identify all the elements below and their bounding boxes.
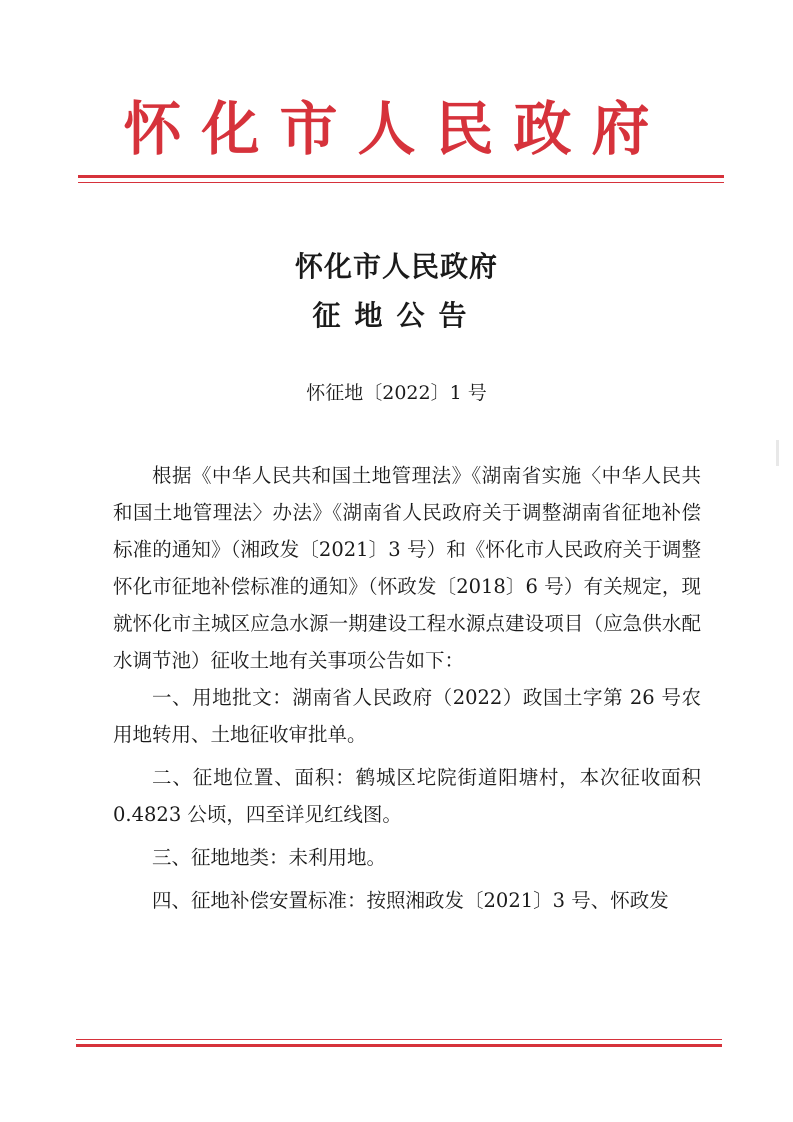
- document-number: 怀征地〔2022〕1 号: [306, 382, 487, 404]
- preamble-paragraph: 根据《中华人民共和国土地管理法》《湖南省实施〈中华人民共和国土地管理法〉办法》《湖南省人民政府关于调整湖南省征地补偿标准的通知》（湘政发〔2021〕3 号）和《怀化市人民政府关于调整怀化市征地补偿标准的通知》（怀政发〔2018〕6 号）有关规定，现就怀化市主城区应急水源一期建设工程水源点建设项目（应急供水配水调节池）征收土地有关事项公告如下：: [113, 464, 701, 672]
- issuer-title: 怀化市人民政府: [294, 250, 498, 283]
- header-thick-rule: [78, 175, 724, 178]
- header-thin-rule: [78, 182, 724, 183]
- scan-mark: [776, 440, 779, 466]
- item-location-area: 二、征地位置、面积：鹤城区坨院街道阳塘村，本次征收面积 0.4823 公顷，四至详见红线图。: [113, 766, 701, 826]
- footer-thick-rule: [76, 1044, 722, 1047]
- item-land-approval: 一、用地批文：湖南省人民政府（2022）政国土字第 26 号农用地转用、土地征收审批单。: [113, 686, 701, 746]
- notice-body: [113, 457, 701, 919]
- item-land-type: 三、征地地类：未利用地。: [152, 846, 387, 869]
- notice-title: 征地公告: [312, 299, 481, 332]
- government-masthead: 怀化市人民政府: [123, 95, 670, 163]
- footer-thin-rule: [76, 1039, 722, 1040]
- item-compensation-standard: 四、征地补偿安置标准：按照湘政发〔2021〕3 号、怀政发: [152, 889, 669, 912]
